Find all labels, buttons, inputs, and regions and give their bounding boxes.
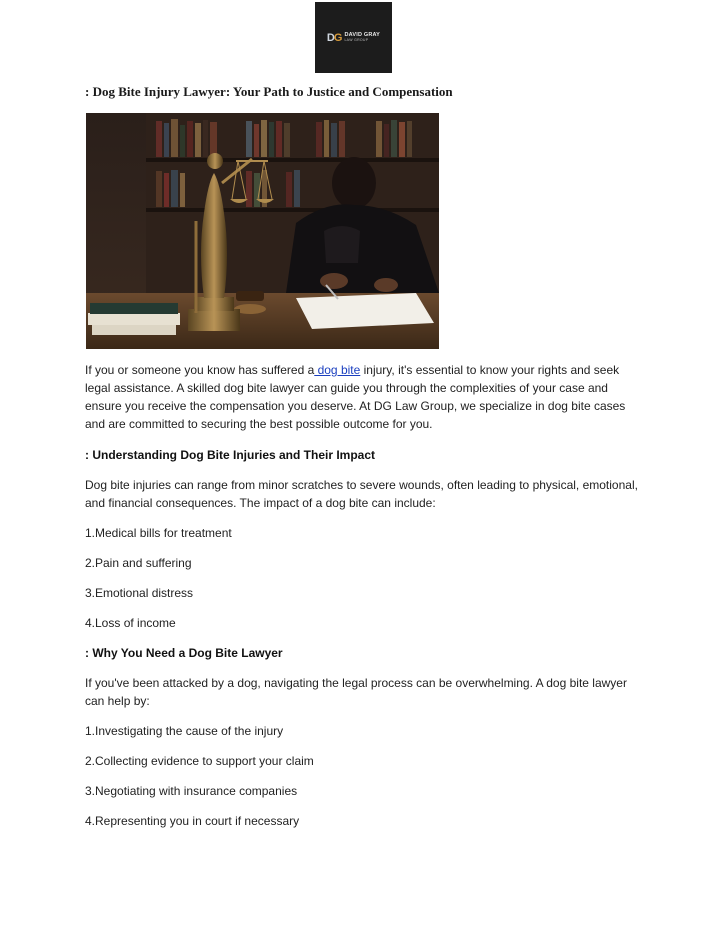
list-item: 1.Medical bills for treatment xyxy=(85,526,232,540)
logo-name: DAVID GRAY xyxy=(344,31,381,38)
list-item: 3.Emotional distress xyxy=(85,586,194,600)
company-logo xyxy=(315,2,392,73)
list-item: 4.Representing you in court if necessary xyxy=(85,814,300,828)
page-title: : Dog Bite Injury Lawyer: Your Path to Justice and Compensation xyxy=(85,84,453,99)
hero-image xyxy=(86,113,439,349)
section-paragraph-help: If you've been attacked by a dog, navigating the legal process can be overwhelming. A dog bite lawyer can help by: xyxy=(85,676,627,708)
list-item: 2.Collecting evidence to support your claim xyxy=(85,754,314,768)
section-heading-understanding: : Understanding Dog Bite Injuries and Their Impact xyxy=(85,448,376,462)
logo-mark: DG xyxy=(326,31,342,44)
section-heading-why-lawyer: : Why You Need a Dog Bite Lawyer xyxy=(85,646,283,660)
logo-subtitle: LAW GROUP xyxy=(344,38,369,42)
dog-bite-link[interactable]: dog bite xyxy=(314,363,361,377)
section-paragraph-impact: Dog bite injuries can range from minor scratches to severe wounds, often leading to physical, emotional, and financial consequences. The impact of a dog bite can include: xyxy=(85,478,638,510)
intro-paragraph: If you or someone you know has suffered a dog bite injury, it's essential to know your rights and seek legal assistance. A skilled dog bite lawyer can guide you through the complexities of your case and ensure you receive the compensation you deserve. At DG Law Group, we specialize in dog bite cases and are committed to securing the best possible outcome for you. xyxy=(85,363,626,431)
list-item: 1.Investigating the cause of the injury xyxy=(85,724,284,738)
list-item: 2.Pain and suffering xyxy=(85,556,192,570)
list-item: 4.Loss of income xyxy=(85,616,176,630)
list-item: 3.Negotiating with insurance companies xyxy=(85,784,298,798)
